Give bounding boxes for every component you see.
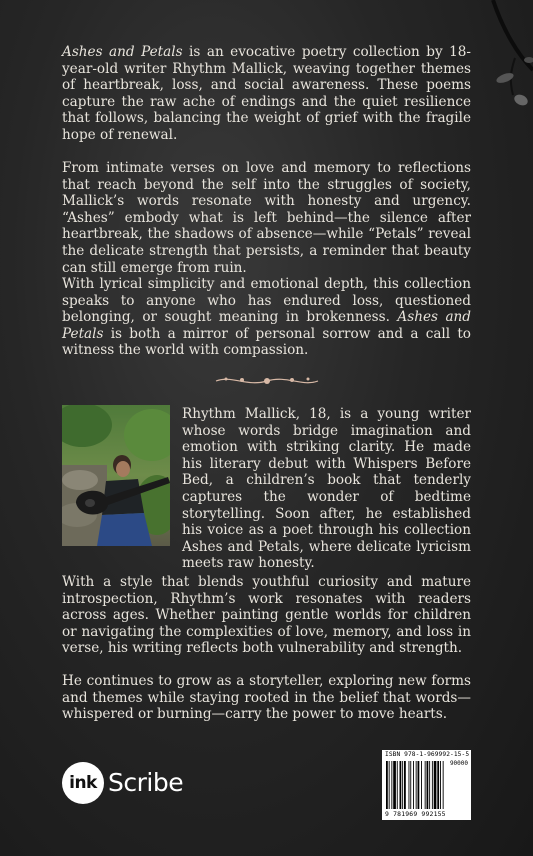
ornamental-divider-icon bbox=[212, 373, 322, 389]
isbn-price-code: 90000 bbox=[449, 760, 468, 767]
author-photo bbox=[62, 405, 170, 546]
publisher-logo bbox=[62, 762, 202, 804]
barcode-icon bbox=[386, 761, 466, 809]
author-bio-paragraph-3: He continues to grow as a storyteller, exploring new forms and themes while staying rooted in the belief that words—whispered or burning—carry the power to move hearts. bbox=[62, 673, 471, 723]
description-paragraph-3 bbox=[62, 276, 471, 359]
description-paragraph-3-start: With lyrical simplicity and emotional depth, this collection speaks to anyone who has endured loss, questioned belonging, or sought meaning in brokenness. bbox=[62, 276, 471, 326]
description-paragraph-1-text: is an evocative poetry collection by 18-year-old writer Rhythm Mallick, weaving together themes of heartbreak, loss, and social awareness. These poems capture the raw ache of endings and the quiet resilience that follows, balancing the weight of grief with the fragile hope of renewal. bbox=[62, 44, 471, 143]
description-paragraph-3-end: is both a mirror of personal sorrow and a call to witness the world with compassion. bbox=[62, 325, 471, 359]
publisher-name: Scribe bbox=[108, 768, 184, 797]
book-title-italic: Ashes and Petals bbox=[62, 309, 472, 342]
isbn-number: ISBN 978-1-969992-15-5 bbox=[385, 751, 470, 758]
author-bio-paragraph-2: With a style that blends youthful curiosity and mature introspection, Rhythm’s work resonates with readers across ages. Whether painting gentle worlds for children or navigating the complexities of love, memory, and loss in verse, his writing reflects both vulnerability and strength. bbox=[62, 574, 471, 657]
author-bio-paragraph-1: Rhythm Mallick, 18, is a young writer whose words bridge imagination and emotion with striking clarity. He made his literary debut with Whispers Before Bed, a children’s book that tenderly captures the wonder of bedtime storytelling. Soon after, he established his voice as a poet through his collection Ashes and Petals, where delicate lyricism meets raw honesty. bbox=[182, 406, 471, 572]
description-paragraph-1 bbox=[62, 44, 471, 144]
description-paragraph-2: From intimate verses on love and memory to reflections that reach beyond the self into the struggles of society, Mallick’s words resonate with honesty and urgency. “Ashes” embody what is left behind—the silence after heartbreak, the shadows of absence—while “Petals” reveal the delicate strength that persists, a reminder that beauty can still emerge from ruin. bbox=[62, 160, 471, 276]
publisher-logo-badge: ink bbox=[62, 762, 104, 804]
isbn-digits: 9 781969 992155 bbox=[385, 810, 446, 818]
book-title-italic: Ashes and Petals bbox=[62, 44, 183, 60]
isbn-barcode bbox=[382, 750, 471, 820]
